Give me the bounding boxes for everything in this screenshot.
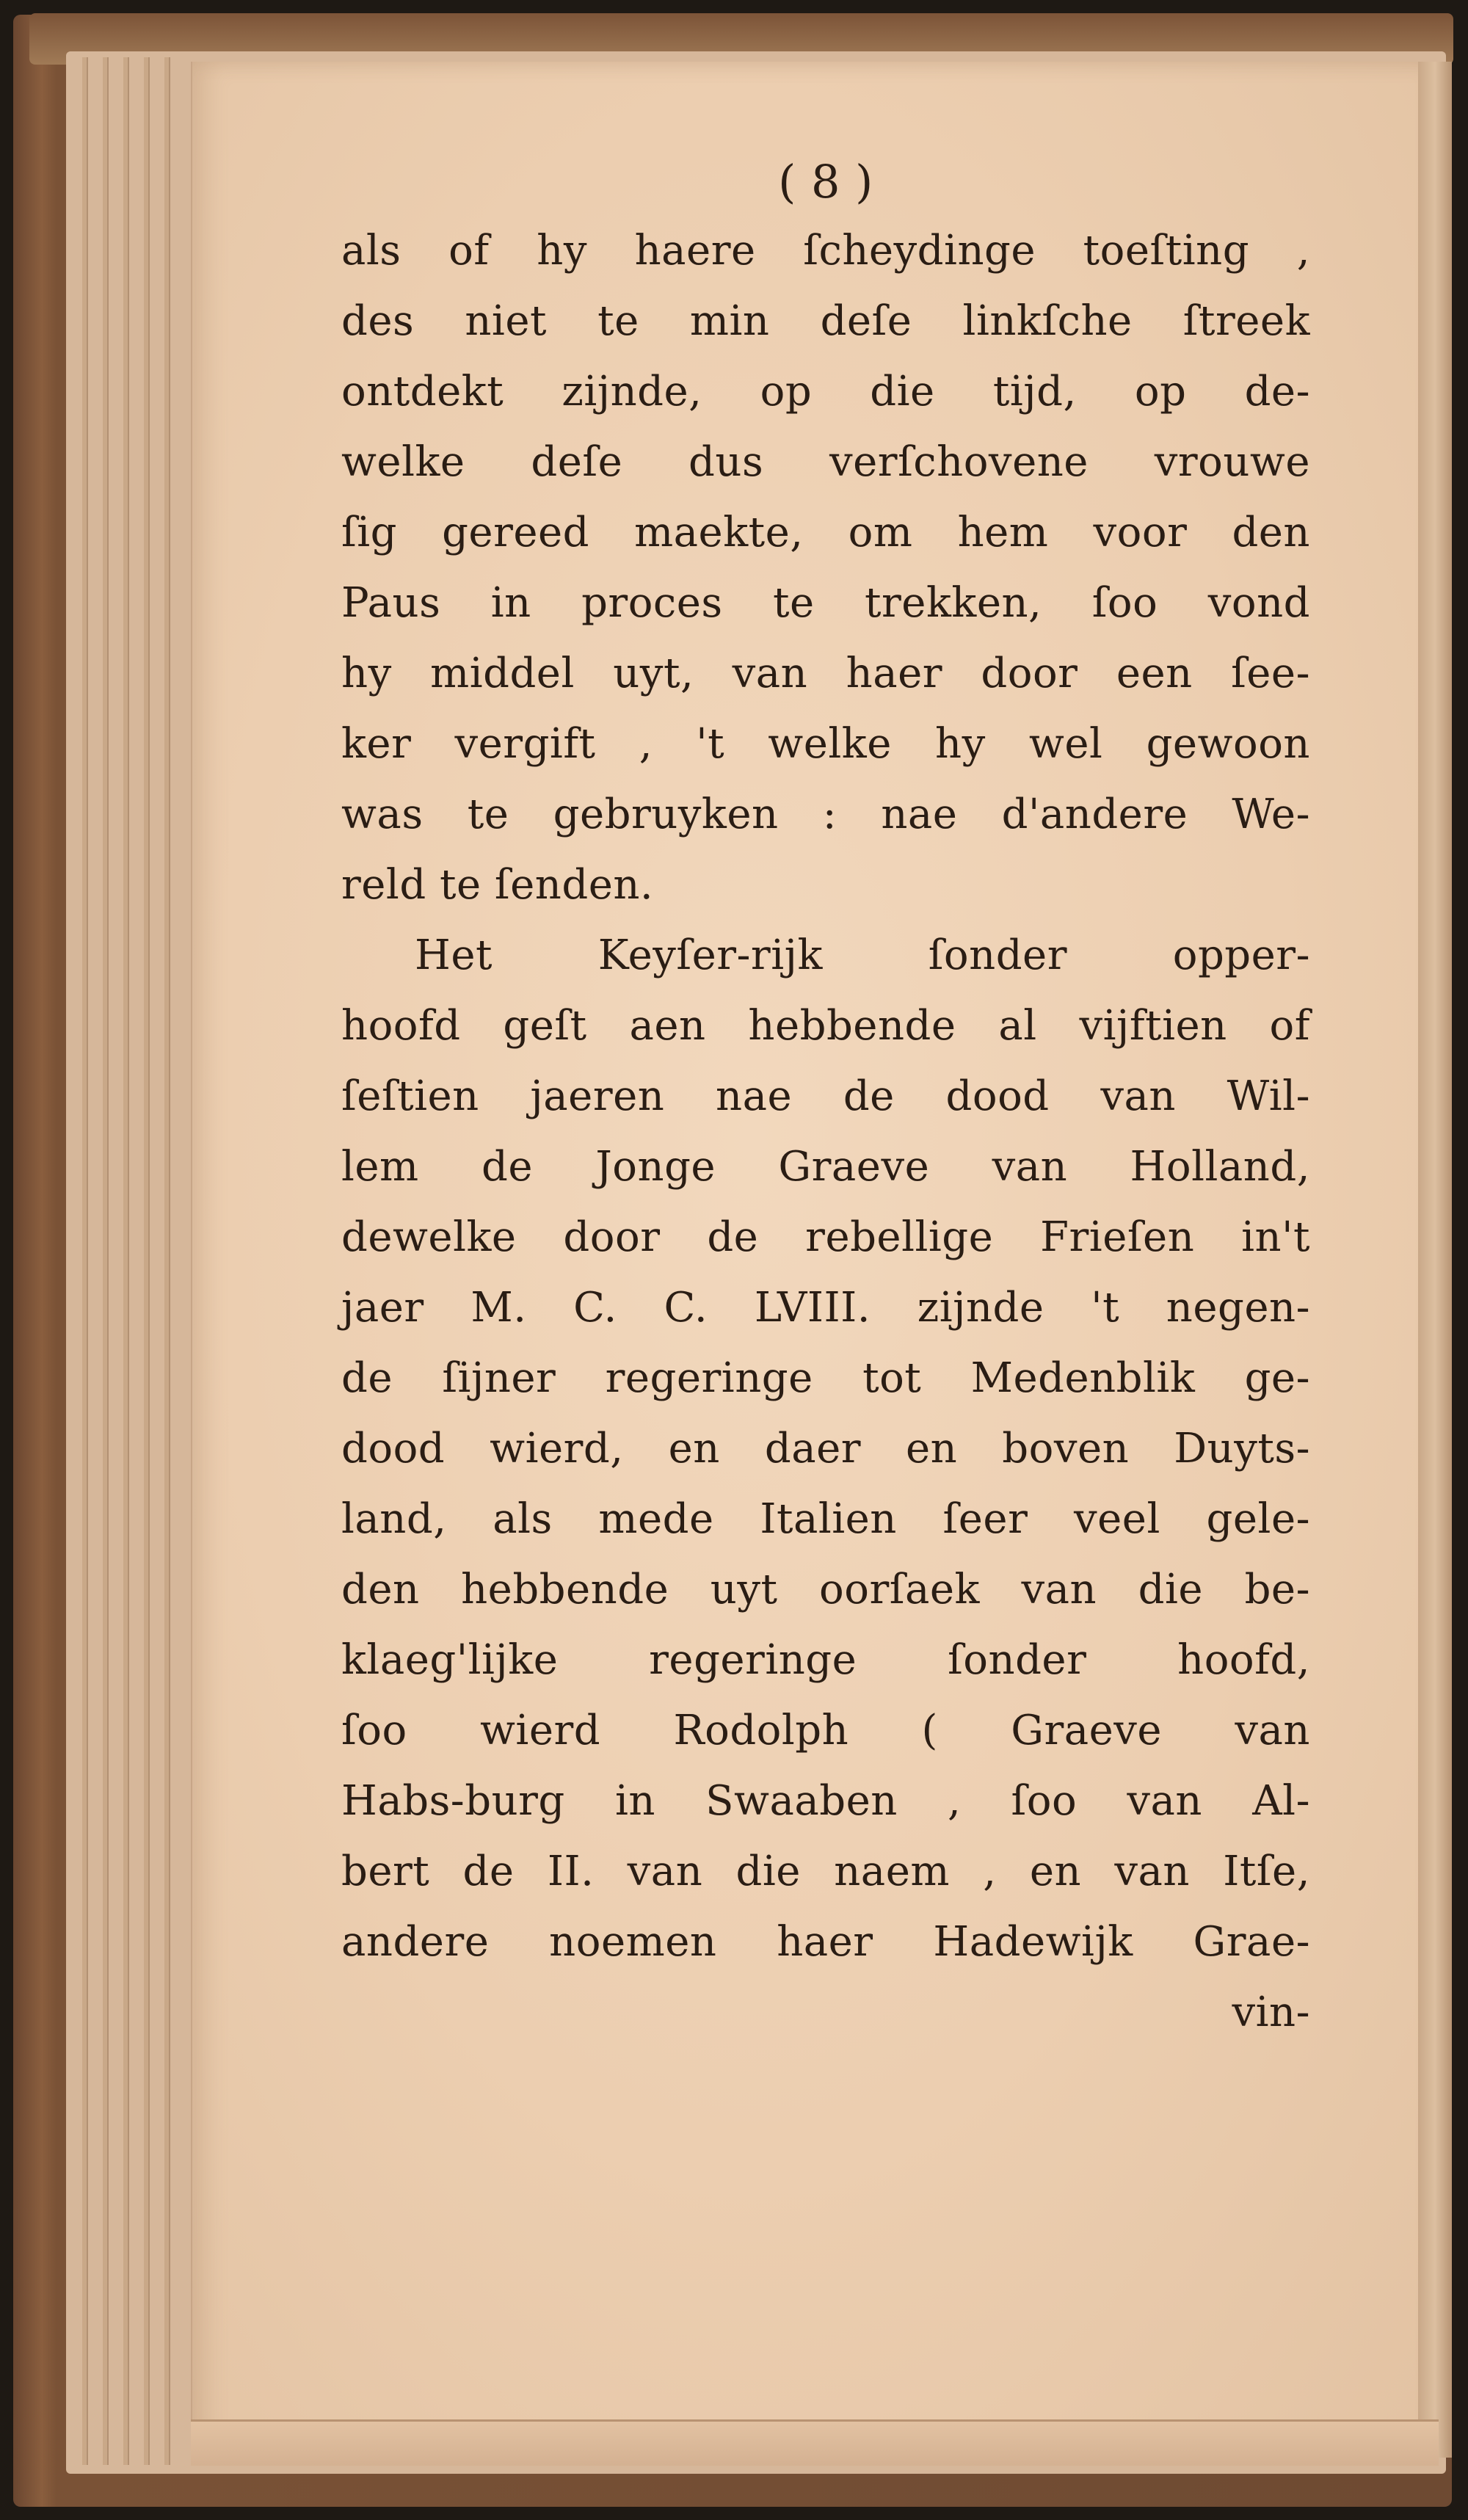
page-edge bbox=[164, 57, 170, 2465]
text-line: dewelke door de rebellige Frieſen in't bbox=[341, 1213, 1310, 1261]
text-line: hy middel uyt, van haer door een ſee- bbox=[341, 650, 1310, 697]
text-line: hoofd geſt aen hebbende al vijftien of bbox=[341, 1002, 1310, 1050]
text-line: reld te ſenden. bbox=[341, 861, 654, 909]
text-line: ſig gereed maekte, om hem voor den bbox=[341, 509, 1310, 556]
page-text bbox=[341, 154, 1310, 2048]
text-line: lem de Jonge Graeve van Holland, bbox=[341, 1143, 1310, 1191]
text-line: klaeg'lijke regeringe ſonder hoofd, bbox=[341, 1636, 1310, 1684]
text-line: Habs-burg in Swaaben , ſoo van Al- bbox=[341, 1777, 1310, 1825]
facing-page-edge bbox=[1418, 62, 1452, 2458]
text-line: land, als mede Italien ſeer veel gele- bbox=[341, 1495, 1310, 1543]
page-edge bbox=[82, 57, 88, 2465]
page-edge bbox=[103, 57, 109, 2465]
text-line: dood wierd, en daer en boven Duyts- bbox=[341, 1425, 1310, 1473]
text-line: den hebbende uyt oorſaek van die be- bbox=[341, 1566, 1310, 1613]
paragraph-1 bbox=[341, 216, 1310, 921]
text-line: ſoo wierd Rodolph ( Graeve van bbox=[341, 1707, 1310, 1754]
text-line: als of hy haere ſcheydinge toeſting , bbox=[341, 227, 1310, 275]
text-line: ontdekt zijnde, op die tijd, op de- bbox=[341, 368, 1310, 415]
text-line: welke deſe dus verſchovene vrouwe bbox=[341, 438, 1310, 486]
text-line: ker vergift , 't welke hy wel gewoon bbox=[341, 720, 1310, 768]
catchword: vin- bbox=[1232, 1989, 1310, 2036]
page-bottom-edge bbox=[191, 2419, 1439, 2466]
text-line: de ſijner regeringe tot Medenblik ge- bbox=[341, 1354, 1310, 1402]
text-line: ſeſtien jaeren nae de dood van Wil- bbox=[341, 1072, 1310, 1120]
text-line: was te gebruyken : nae d'andere We- bbox=[341, 791, 1310, 838]
text-line: andere noemen haer Hadewijk Grae- bbox=[341, 1918, 1310, 1966]
page-edge bbox=[123, 57, 129, 2465]
page-number: ( 8 ) bbox=[778, 155, 873, 208]
text-line: jaer M. C. C. LVIII. zijnde 't negen- bbox=[341, 1284, 1310, 1332]
text-line: des niet te min deſe linkſche ſtreek bbox=[341, 297, 1310, 345]
page-edge bbox=[144, 57, 150, 2465]
text-line: Paus in proces te trekken, ſoo vond bbox=[341, 579, 1310, 627]
text-line: bert de II. van die naem , en van Itſe, bbox=[341, 1848, 1310, 1895]
paragraph-2 bbox=[341, 921, 1310, 1978]
text-line: Het Keyſer-rijk ſonder opper- bbox=[415, 932, 1310, 979]
